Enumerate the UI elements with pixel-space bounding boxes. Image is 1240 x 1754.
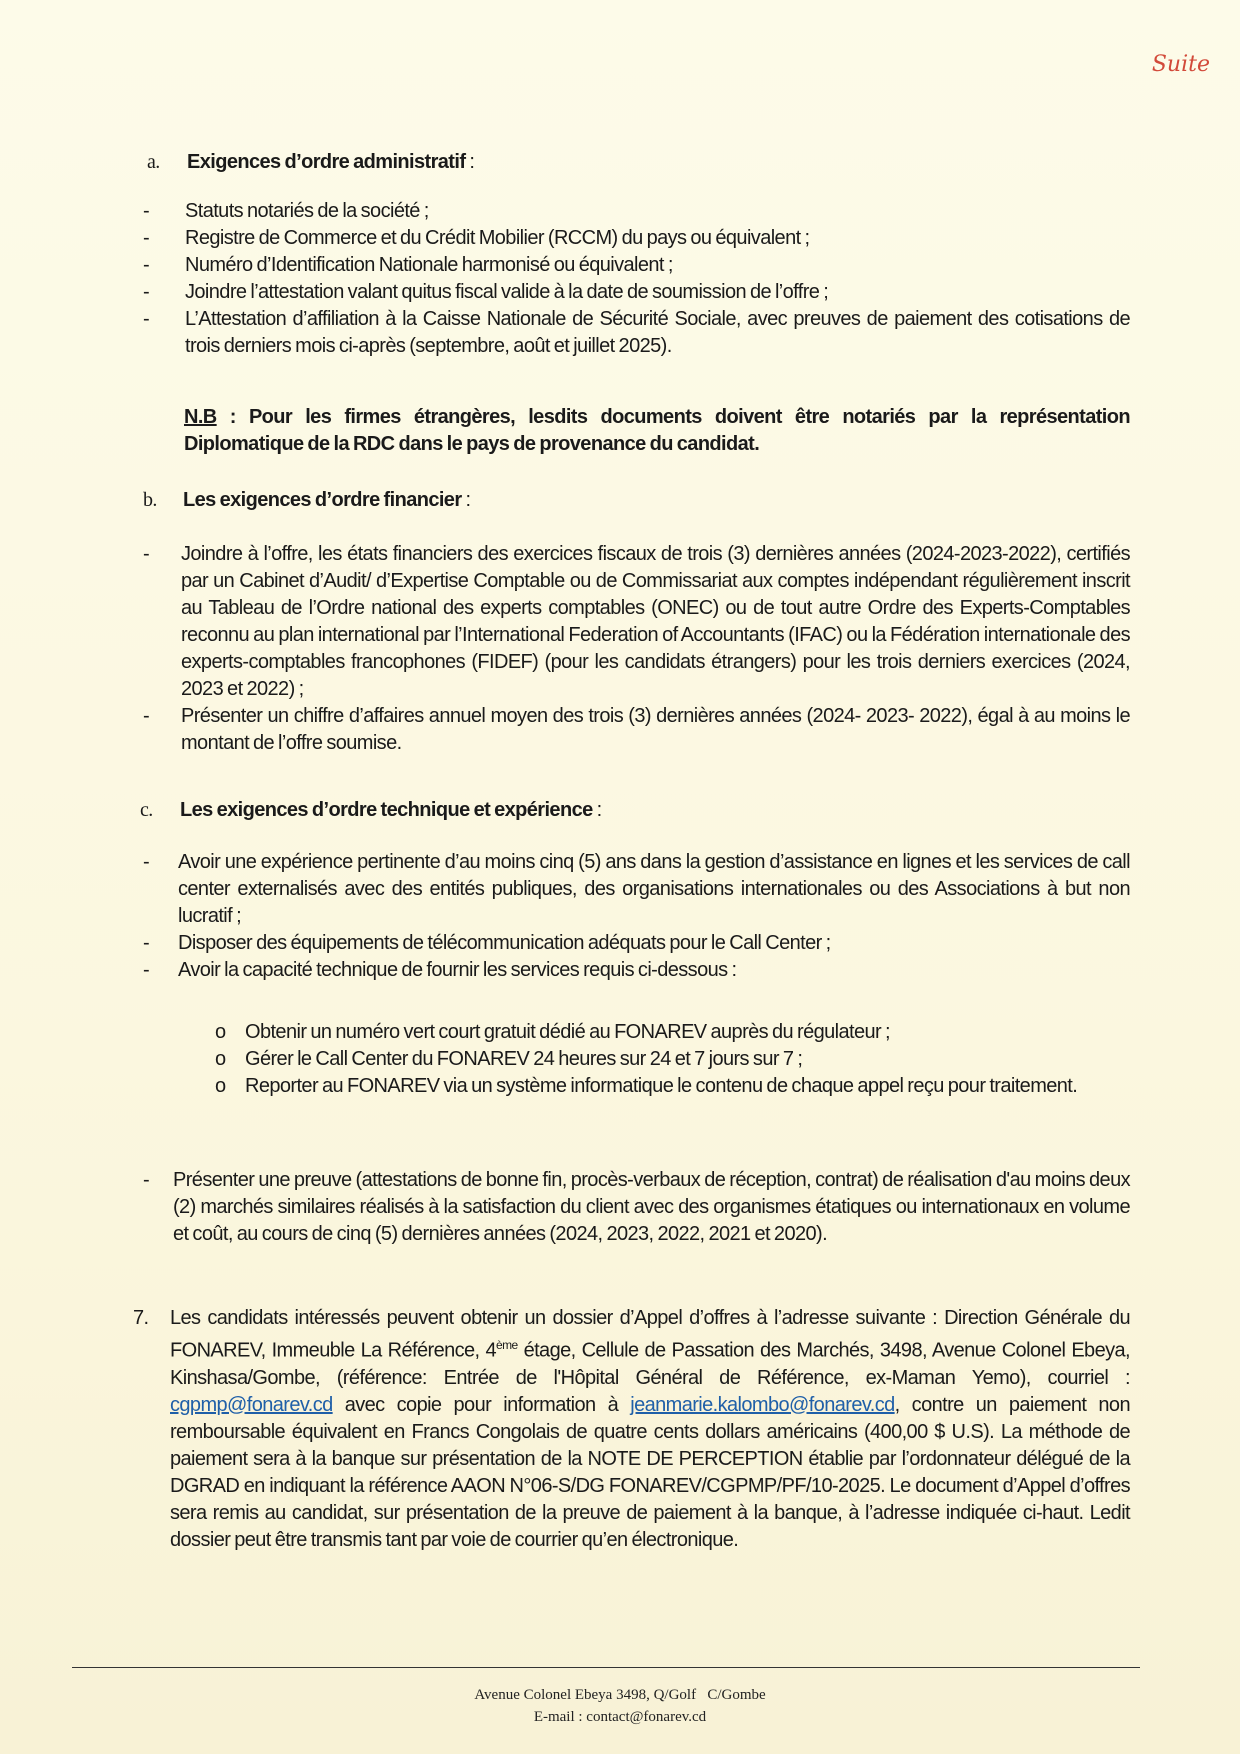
list-item: - L’Attestation d’affiliation à la Caisse Nationale de Sécurité Sociale, avec preuves de paiement des cotisations de trois derniers mois ci-après (septembre, août et juillet 2025). bbox=[143, 308, 1130, 357]
list-item: - Présenter un chiffre d’affaires annuel moyen des trois (3) dernières années (2024- 2023- 2022), égal à au moins le montant de l’offre soumise. bbox=[143, 705, 1130, 754]
section-c-last bbox=[140, 1167, 1130, 1248]
list-item: - Registre de Commerce et du Crédit Mobilier (RCCM) du pays ou équivalent ; bbox=[143, 227, 810, 249]
list-item: - Disposer des équipements de télécommunication adéquats pour le Call Center ; bbox=[143, 932, 831, 954]
list-item: - Joindre à l’offre, les états financiers des exercices fiscaux de trois (3) dernières années (2024-2023-2022), certifiés par un Cabinet d’Audit/ d’Expertise Comptable ou de Commissariat aux comptes indépendant régulièrement inscrit au Tableau de l’Ordre national des experts comptables (ONEC) ou de tout autre Ordre des Experts-Comptables reconnu au plan international par l’International Federation of Accountants (IFAC) ou la Fédération internationale des experts-comptables francophones (FIDEF) (pour les candidats étrangers) pour les trois derniers exercices (2024, 2023 et 2022) ; bbox=[143, 543, 1130, 700]
list-item: - Numéro d’Identification Nationale harmonisé ou équivalent ; bbox=[143, 254, 673, 276]
section-b-heading: b. Les exigences d’ordre financier : bbox=[143, 489, 471, 511]
list-item: - Statuts notariés de la société ; bbox=[143, 200, 429, 222]
section-a-heading: a. Exigences d’ordre administratif : bbox=[147, 151, 475, 173]
list-item: - Joindre l’attestation valant quitus fiscal valide à la date de soumission de l’offre ; bbox=[143, 281, 829, 303]
footer-divider bbox=[72, 1667, 1140, 1668]
section-c-heading: c. Les exigences d’ordre technique et expérience : bbox=[140, 799, 602, 821]
list-item: - Avoir une expérience pertinente d’au moins cinq (5) ans dans la gestion d’assistance en lignes et les services de call center externalisés avec des entités publiques, des organisations internationales ou des Associations à but non lucratif ; bbox=[143, 851, 1130, 927]
footer-email: E-mail : contact@fonarev.cd bbox=[533, 1709, 707, 1725]
sub-list-item: o Obtenir un numéro vert court gratuit dédié au FONAREV auprès du régulateur ; bbox=[215, 1021, 890, 1043]
section-c-list bbox=[140, 849, 1130, 984]
email-link-kalombo[interactable]: jeanmarie.kalombo@fonarev.cd bbox=[630, 1393, 895, 1416]
list-item: - Avoir la capacité technique de fournir les services requis ci-dessous : bbox=[143, 959, 737, 981]
suite-mark: Suite bbox=[1151, 52, 1210, 77]
nb-note: N.B : Pour les firmes étrangères, lesdits documents doivent être notariés par la représentation Diplomatique de la RDC dans le pays de provenance du candidat. bbox=[184, 406, 1130, 455]
section-7: 7. Les candidats intéressés peuvent obtenir un dossier d’Appel d’offres à l’adresse suivante : Direction Générale du FONAREV, Immeuble La Référence, 4ème étage, Cellule de Passation des Marchés, 3498, Avenue Colonel Ebeya, Kinshasa/Gombe, (référence: Entrée de l'Hôpital Général de Référence, ex-Maman Yemo), courriel : cgpmp@fonarev.cd avec copie pour information à jeanmarie.kalombo@fonarev.cd, contre un paiement non remboursable équivalent en Francs Congolais de quatre cents dollars américains (400,00 $ U.S). La méthode de paiement sera à la banque sur présentation de la NOTE DE PERCEPTION établie par l’ordonnateur délégué de la DGRAD en indiquant la référence AAON N°06-S/DG FONAREV/CGPMP/PF/10-2025. Le document d’Appel d’offres sera remis au candidat, sur présentation de la preuve de paiement à la banque, à l’adresse indiquée ci-haut. Ledit dossier peut être transmis tant par voie de courrier qu’en électronique. bbox=[133, 1307, 1130, 1551]
footer-address: Avenue Colonel Ebeya 3498, Q/Golf C/Gombe bbox=[474, 1687, 766, 1703]
services-sublist bbox=[140, 1019, 1130, 1100]
email-link-cgpmp[interactable]: cgpmp@fonarev.cd bbox=[170, 1393, 333, 1416]
section-a-list bbox=[140, 198, 1130, 360]
footer bbox=[0, 1684, 1240, 1728]
sub-list-item: o Reporter au FONAREV via un système informatique le contenu de chaque appel reçu pour traitement. bbox=[215, 1075, 1078, 1097]
sub-list-item: o Gérer le Call Center du FONAREV 24 heures sur 24 et 7 jours sur 7 ; bbox=[215, 1048, 803, 1070]
list-item: - Présenter une preuve (attestations de bonne fin, procès-verbaux de réception, contrat) de réalisation d'au moins deux (2) marchés similaires réalisés à la satisfaction du client avec des organismes étatiques ou internationaux en volume et coût, au cours de cinq (5) dernières années (2024, 2023, 2022, 2021 et 2020). bbox=[143, 1169, 1130, 1245]
section-b-list bbox=[140, 541, 1130, 757]
